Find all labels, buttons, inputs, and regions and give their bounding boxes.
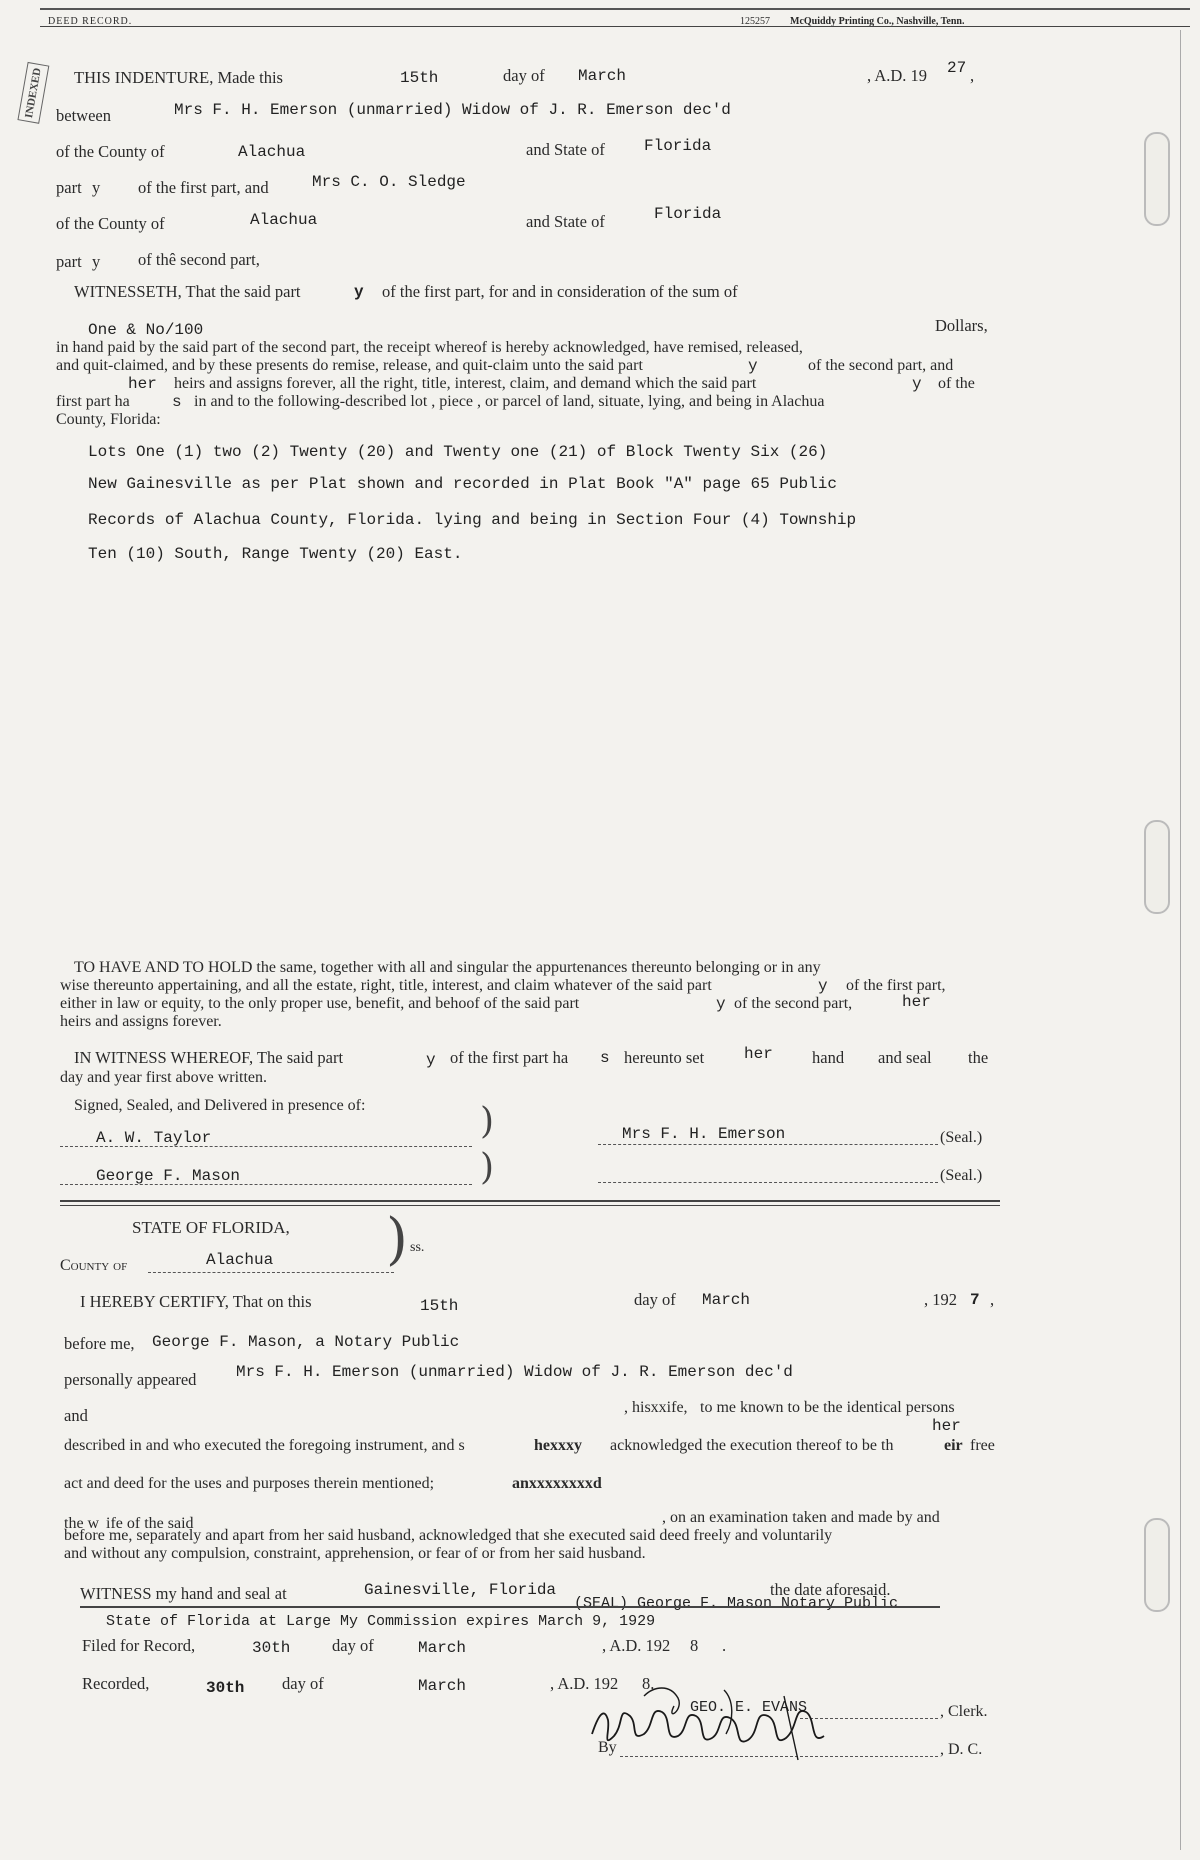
habendum-line-3y: y xyxy=(716,995,726,1013)
witness-whereof-y: y xyxy=(426,1051,436,1069)
ack-before-me: before me, separately and apart from her said husband, acknowledged that she executed said deed freely and voluntarily xyxy=(64,1527,833,1544)
ack-county-value: Alachua xyxy=(206,1251,274,1269)
party1-y: y xyxy=(92,178,101,197)
witness-2-line xyxy=(60,1184,472,1185)
body-line-2y: y xyxy=(748,357,758,375)
binder-hole-bottom xyxy=(1144,1518,1170,1612)
intro-month: March xyxy=(578,67,627,85)
body-line-4s: s xyxy=(172,393,182,411)
recorded-day: 30th xyxy=(206,1679,245,1697)
header-rule xyxy=(40,26,1190,27)
grantor-name: Mrs F. H. Emerson (unmarried) Widow of J. R. Emerson dec'd xyxy=(174,101,731,119)
ack-struck-2: hexxxy xyxy=(534,1437,582,1454)
witness-whereof-d: hand xyxy=(812,1048,845,1067)
ack-and-label: and xyxy=(64,1406,88,1425)
filed-ad: , A.D. 192 xyxy=(602,1636,671,1655)
ack-day: 15th xyxy=(420,1297,459,1315)
witness-whereof-s: s xyxy=(600,1049,610,1067)
between-label: between xyxy=(56,106,111,125)
habendum-line-1: TO HAVE AND TO HOLD the same, together with all and singular the appurtenances thereunto belonging or in any xyxy=(74,959,821,976)
party2-text: of thê second part, xyxy=(138,250,260,269)
party1-part: part xyxy=(56,178,82,197)
party2-y: y xyxy=(92,252,101,271)
ack-personally-label: personally appeared xyxy=(64,1370,197,1389)
recorded-ad: , A.D. 192 xyxy=(550,1674,619,1693)
ack-commission: State of Florida at Large My Commission expires March 9, 1929 xyxy=(106,1613,656,1630)
witness-brace-top: ) xyxy=(480,1101,495,1142)
ack-act: act and deed for the uses and purposes therein mentioned; xyxy=(64,1475,435,1492)
legal-line-4: Ten (10) South, Range Twenty (20) East. xyxy=(88,545,463,563)
county1-label: of the County of xyxy=(56,142,165,161)
ack-known: to me known to be the identical persons xyxy=(700,1399,955,1416)
witnesseth-text2: of the first part, for and in consideration of the sum of xyxy=(382,282,738,301)
grantor-signature: Mrs F. H. Emerson xyxy=(622,1125,786,1143)
habendum-line-2y: y xyxy=(818,977,828,995)
body-line-3y: y xyxy=(912,375,922,393)
ack-date-aforesaid: the date aforesaid. xyxy=(770,1580,891,1599)
header-form-number: 125257 xyxy=(740,16,770,27)
ack-ss: ss. xyxy=(410,1240,425,1255)
ack-struck-1: , hisxxife, xyxy=(624,1399,688,1416)
dollars-label: Dollars, xyxy=(935,316,988,335)
ack-witness-label: WITNESS my hand and seal at xyxy=(80,1584,287,1603)
by-label: By xyxy=(598,1739,617,1756)
ack-described-c: free xyxy=(970,1437,995,1454)
habendum-line-3a: either in law or equity, to the only proper use, benefit, and behoof of the said part xyxy=(60,995,580,1012)
intro-year: 27 xyxy=(947,59,967,77)
habendum-line-4: heirs and assigns forever. xyxy=(60,1013,222,1030)
filed-year: 8 xyxy=(690,1636,699,1655)
ack-county-line xyxy=(148,1272,394,1273)
witness-whereof-a: IN WITNESS WHEREOF, The said part xyxy=(74,1048,344,1067)
witness-whereof-e: and seal xyxy=(878,1048,932,1067)
seal-label-1: (Seal.) xyxy=(940,1129,983,1146)
body-line-3her: her xyxy=(128,375,157,393)
state2-value: Florida xyxy=(654,205,722,223)
state2-label: and State of xyxy=(526,212,605,231)
ack-month: March xyxy=(702,1291,751,1309)
ack-the-wife-a: the w xyxy=(64,1515,100,1532)
ack-year-comma: , xyxy=(990,1290,995,1309)
header-deed-record: DEED RECORD. xyxy=(48,16,133,27)
body-line-4b: in and to the following-described lot , piece , or parcel of land, situate, lying, and being in Alachua xyxy=(194,393,825,410)
filed-day: 30th xyxy=(252,1639,291,1657)
ack-struck-4: anxxxxxxxxd xyxy=(512,1475,602,1492)
filed-label: Filed for Record, xyxy=(82,1636,196,1655)
witness-2-name: George F. Mason xyxy=(96,1167,241,1185)
ack-year-digit: 7 xyxy=(970,1291,980,1309)
seal-label-2: (Seal.) xyxy=(940,1167,983,1184)
ack-day-of: day of xyxy=(634,1290,676,1309)
ack-exam: , on an examination taken and made by and xyxy=(662,1509,940,1526)
habendum-line-3b: of the second part, xyxy=(734,995,853,1012)
binder-hole-middle xyxy=(1144,820,1170,914)
deputy-clerk-signature xyxy=(584,1676,844,1776)
filed-day-of: day of xyxy=(332,1636,374,1655)
ack-brace: ) xyxy=(386,1207,408,1272)
clerk-label: , Clerk. xyxy=(940,1703,988,1720)
ack-described-b: acknowledged the execution thereof to be th xyxy=(610,1437,894,1454)
party1-text: of the first part, and xyxy=(138,178,269,197)
witness-whereof-c: hereunto set xyxy=(624,1048,705,1067)
body-line-3b: of the xyxy=(938,375,975,392)
notary-rule xyxy=(80,1606,940,1608)
dc-label: , D. C. xyxy=(940,1741,983,1758)
ack-without: and without any compulsion, constraint, apprehension, or fear of or from her said husband. xyxy=(64,1545,646,1562)
witness-brace-bottom: ) xyxy=(480,1147,495,1188)
ack-notary: George F. Mason, a Notary Public xyxy=(152,1333,460,1351)
witness-whereof-line-2: day and year first above written. xyxy=(60,1069,268,1086)
ack-her-above: her xyxy=(932,1417,961,1435)
witness-1-name: A. W. Taylor xyxy=(96,1129,212,1147)
recorded-month: March xyxy=(418,1677,467,1695)
intro-day-of: day of xyxy=(503,66,545,85)
right-margin-line xyxy=(1180,30,1181,1850)
ack-state: STATE OF FLORIDA, xyxy=(132,1218,290,1237)
recorded-year: 8. xyxy=(642,1674,655,1693)
party2-part: part xyxy=(56,252,82,271)
body-line-4a: first part ha xyxy=(56,393,130,410)
signed-sealed-label: Signed, Sealed, and Delivered in presence of: xyxy=(74,1097,366,1114)
witness-whereof-f: the xyxy=(968,1048,989,1067)
ack-year: , 192 xyxy=(924,1290,957,1309)
ack-rule-top xyxy=(60,1200,1000,1202)
consideration-amount: One & No/100 xyxy=(88,321,204,339)
intro-day: 15th xyxy=(400,69,439,87)
ack-rule-bottom xyxy=(60,1205,1000,1206)
witness-whereof-b: of the first part ha xyxy=(450,1048,569,1067)
ack-personally-value: Mrs F. H. Emerson (unmarried) Widow of J. R. Emerson dec'd xyxy=(236,1363,793,1381)
county1-value: Alachua xyxy=(238,143,306,161)
witnesseth-y: y xyxy=(354,283,364,301)
body-line-2b: of the second part, and xyxy=(808,357,954,374)
body-line-3a: heirs and assigns forever, all the right, title, interest, claim, and demand which the said part xyxy=(174,375,757,392)
legal-line-3: Records of Alachua County, Florida. lying and being in Section Four (4) Township xyxy=(88,511,857,529)
body-line-5: County, Florida: xyxy=(56,411,161,428)
grantee-name: Mrs C. O. Sledge xyxy=(312,173,466,191)
intro-text: THIS INDENTURE, Made this xyxy=(74,68,283,87)
legal-line-2: New Gainesville as per Plat shown and recorded in Plat Book "A" page 65 Public xyxy=(88,475,837,493)
witness-whereof-her: her xyxy=(744,1045,773,1063)
habendum-line-2a: wise thereunto appertaining, and all the estate, right, title, interest, and claim whatever of the said part xyxy=(60,977,712,994)
legal-line-1: Lots One (1) two (2) Twenty (20) and Twenty one (21) of Block Twenty Six (26) xyxy=(88,443,828,461)
top-rule xyxy=(40,8,1190,10)
intro-comma: , xyxy=(970,66,975,85)
ack-before-label: before me, xyxy=(64,1334,135,1353)
body-line-1: in hand paid by the said part of the second part, the receipt whereof is hereby acknowledged, have remised, released, xyxy=(56,339,803,356)
header-printer: McQuiddy Printing Co., Nashville, Tenn. xyxy=(790,16,965,27)
ack-notary-seal-signature: (SEAL) George F. Mason Notary Public xyxy=(574,1595,899,1612)
state1-label: and State of xyxy=(526,140,605,159)
ack-described-a: described in and who executed the foregoing instrument, and s xyxy=(64,1437,465,1454)
clerk-name: GEO. E. EVANS xyxy=(690,1699,808,1716)
habendum-line-2b: of the first part, xyxy=(846,977,946,994)
ack-witness-place: Gainesville, Florida xyxy=(364,1581,557,1599)
recorded-label: Recorded, xyxy=(82,1674,150,1693)
second-signature-line xyxy=(598,1182,938,1183)
state1-value: Florida xyxy=(644,137,712,155)
grantor-signature-line xyxy=(598,1144,938,1145)
binder-hole-top xyxy=(1144,132,1170,226)
witness-1-line xyxy=(60,1146,472,1147)
ack-county-label: County of xyxy=(60,1257,128,1274)
ack-certify: I HEREBY CERTIFY, That on this xyxy=(80,1292,312,1311)
habendum-line-3her: her xyxy=(902,993,931,1011)
ack-the-wife-b: ife of the said xyxy=(106,1515,194,1532)
county2-label: of the County of xyxy=(56,214,165,233)
indexed-stamp: INDEXED xyxy=(17,62,49,124)
recorded-day-of: day of xyxy=(282,1674,324,1693)
intro-ad: , A.D. 19 xyxy=(867,66,928,85)
witnesseth-text: WITNESSETH, That the said part xyxy=(74,282,301,301)
filed-period: . xyxy=(722,1636,727,1655)
ack-struck-3: eir xyxy=(944,1437,963,1454)
filed-month: March xyxy=(418,1639,467,1657)
county2-value: Alachua xyxy=(250,211,318,229)
body-line-2a: and quit-claimed, and by these presents do remise, release, and quit-claim unto the said part xyxy=(56,357,643,374)
